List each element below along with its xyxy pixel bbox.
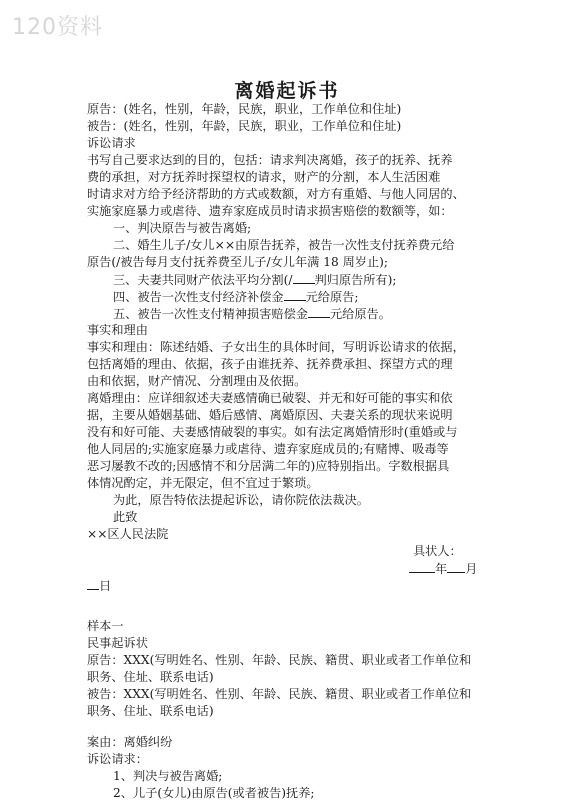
date-day: 日: [99, 579, 112, 593]
claims-intro-line: 时请求对方给予经济帮助的方式或数额，对方有重婚、与他人同居的、: [87, 187, 465, 201]
claim-item-2: 二、婚生儿子/女儿××由原告抚养，被告一次性支付抚养费元给: [113, 238, 455, 252]
reason-line: 体情况酌定，并无限定，但不宜过于繁琐。: [87, 476, 319, 490]
sample-claim-item: 1、判决与被告离婚;: [113, 769, 223, 783]
sample-type: 民事起诉状: [87, 636, 148, 650]
sample-plaintiff-line: 职务、住址、联系电话): [87, 670, 214, 684]
blank-line: [284, 288, 306, 301]
date-year: 年: [435, 562, 448, 576]
reason-line: 离婚理由：应详细叙述夫妻感情确已破裂、并无和好可能的事实和依: [87, 391, 453, 405]
reason-line: 没有和好可能、夫妻感情破裂的事实。如有法定离婚情形时(重婚或与: [87, 425, 458, 439]
date-day-line: [87, 577, 111, 595]
date-line: [409, 560, 477, 578]
blank-line: [409, 560, 435, 573]
sample-case-line: 案由：离婚纠纷: [87, 735, 173, 749]
facts-line: 由和依据，财产情况、分割理由及依据。: [87, 374, 307, 388]
sample-claims-heading: 诉讼请求：: [87, 752, 148, 766]
claim-5-tail: 元给原告。: [330, 307, 391, 321]
defendant-line: 被告：(姓名，性别，年龄，民族，职业，工作单位和住址): [87, 119, 402, 133]
blank-line: [447, 560, 465, 573]
claim-3-tail: 判归原告所有);: [314, 273, 397, 287]
reason-line: 恶习屡教不改的;因感情不和分居满二年的)应特别指出。字数根据具: [87, 459, 450, 473]
claims-intro-line: 实施家庭暴力或虐待、遗弃家庭成员时请求损害赔偿的数额等，如：: [87, 204, 453, 218]
sample-defendant-line: 被告：XXX(写明姓名、性别、年龄、民族、籍贯、职业或者工作单位和: [87, 687, 472, 701]
claim-item-4: [113, 288, 358, 306]
sample-defendant-line: 职务、住址、联系电话): [87, 704, 214, 718]
document-title: 离婚起诉书: [234, 80, 340, 102]
court-name: ××区人民法院: [87, 527, 169, 541]
claim-item-3: [113, 271, 397, 289]
claim-4-text: 四、被告一次性支付经济补偿金: [113, 290, 284, 304]
blank-line: [308, 305, 330, 318]
claim-item-1: 一、判决原告与被告离婚;: [113, 221, 252, 235]
claim-4-tail: 元给原告;: [305, 290, 359, 304]
salutation-line: 此致: [113, 510, 138, 524]
date-month: 月: [465, 562, 478, 576]
claim-5-text: 五、被告一次性支付精神损害赔偿金: [113, 307, 308, 321]
facts-heading: 事实和理由: [87, 323, 148, 337]
claim-item-5: [113, 305, 391, 323]
sample-plaintiff-line: 原告：XXX(写明姓名、性别、年龄、民族、籍贯、职业或者工作单位和: [87, 653, 472, 667]
signer-label: 具状人：: [413, 544, 462, 558]
plaintiff-line: 原告：(姓名，性别，年龄，民族，职业，工作单位和住址): [87, 102, 402, 116]
blank-line: [293, 271, 315, 284]
sample-claim-item: 2、儿子(女儿)由原告(或者被告)抚养;: [113, 786, 315, 800]
facts-line: 事实和理由：陈述结婚、子女出生的具体时间，写明诉讼请求的依据，: [87, 340, 465, 354]
claims-intro-line: 书写自己要求达到的目的，包括：请求判决离婚，孩子的抚养、抚养: [87, 153, 453, 167]
facts-line: 包括离婚的理由、依据，孩子由谁抚养、抚养费承担、探望方式的理: [87, 357, 453, 371]
reason-line: 他人同居的;实施家庭暴力或虐待、遗弃家庭成员的;有赌博、吸毒等: [87, 442, 449, 456]
closing-line: 为此，原告特依法提起诉讼，请你院依法裁决。: [113, 493, 369, 507]
reason-line: 据，主要从婚姻基础、婚后感情、离婚原因、夫妻关系的现状来说明: [87, 408, 453, 422]
blank-line: [87, 577, 99, 590]
claims-intro-line: 费的承担，对方抚养时探望权的请求，财产的分割，本人生活困难: [87, 170, 441, 184]
claim-3-text: 三、夫妻共同财产依法平均分割(/: [113, 273, 293, 287]
watermark-text: 120资料: [12, 15, 103, 40]
claim-item-2-cont: 原告(/被告每月支付抚养费至儿子/女儿年满 18 周岁止);: [87, 255, 389, 269]
sample-heading: 样本一: [87, 619, 124, 633]
claims-heading: 诉讼请求: [87, 136, 136, 150]
